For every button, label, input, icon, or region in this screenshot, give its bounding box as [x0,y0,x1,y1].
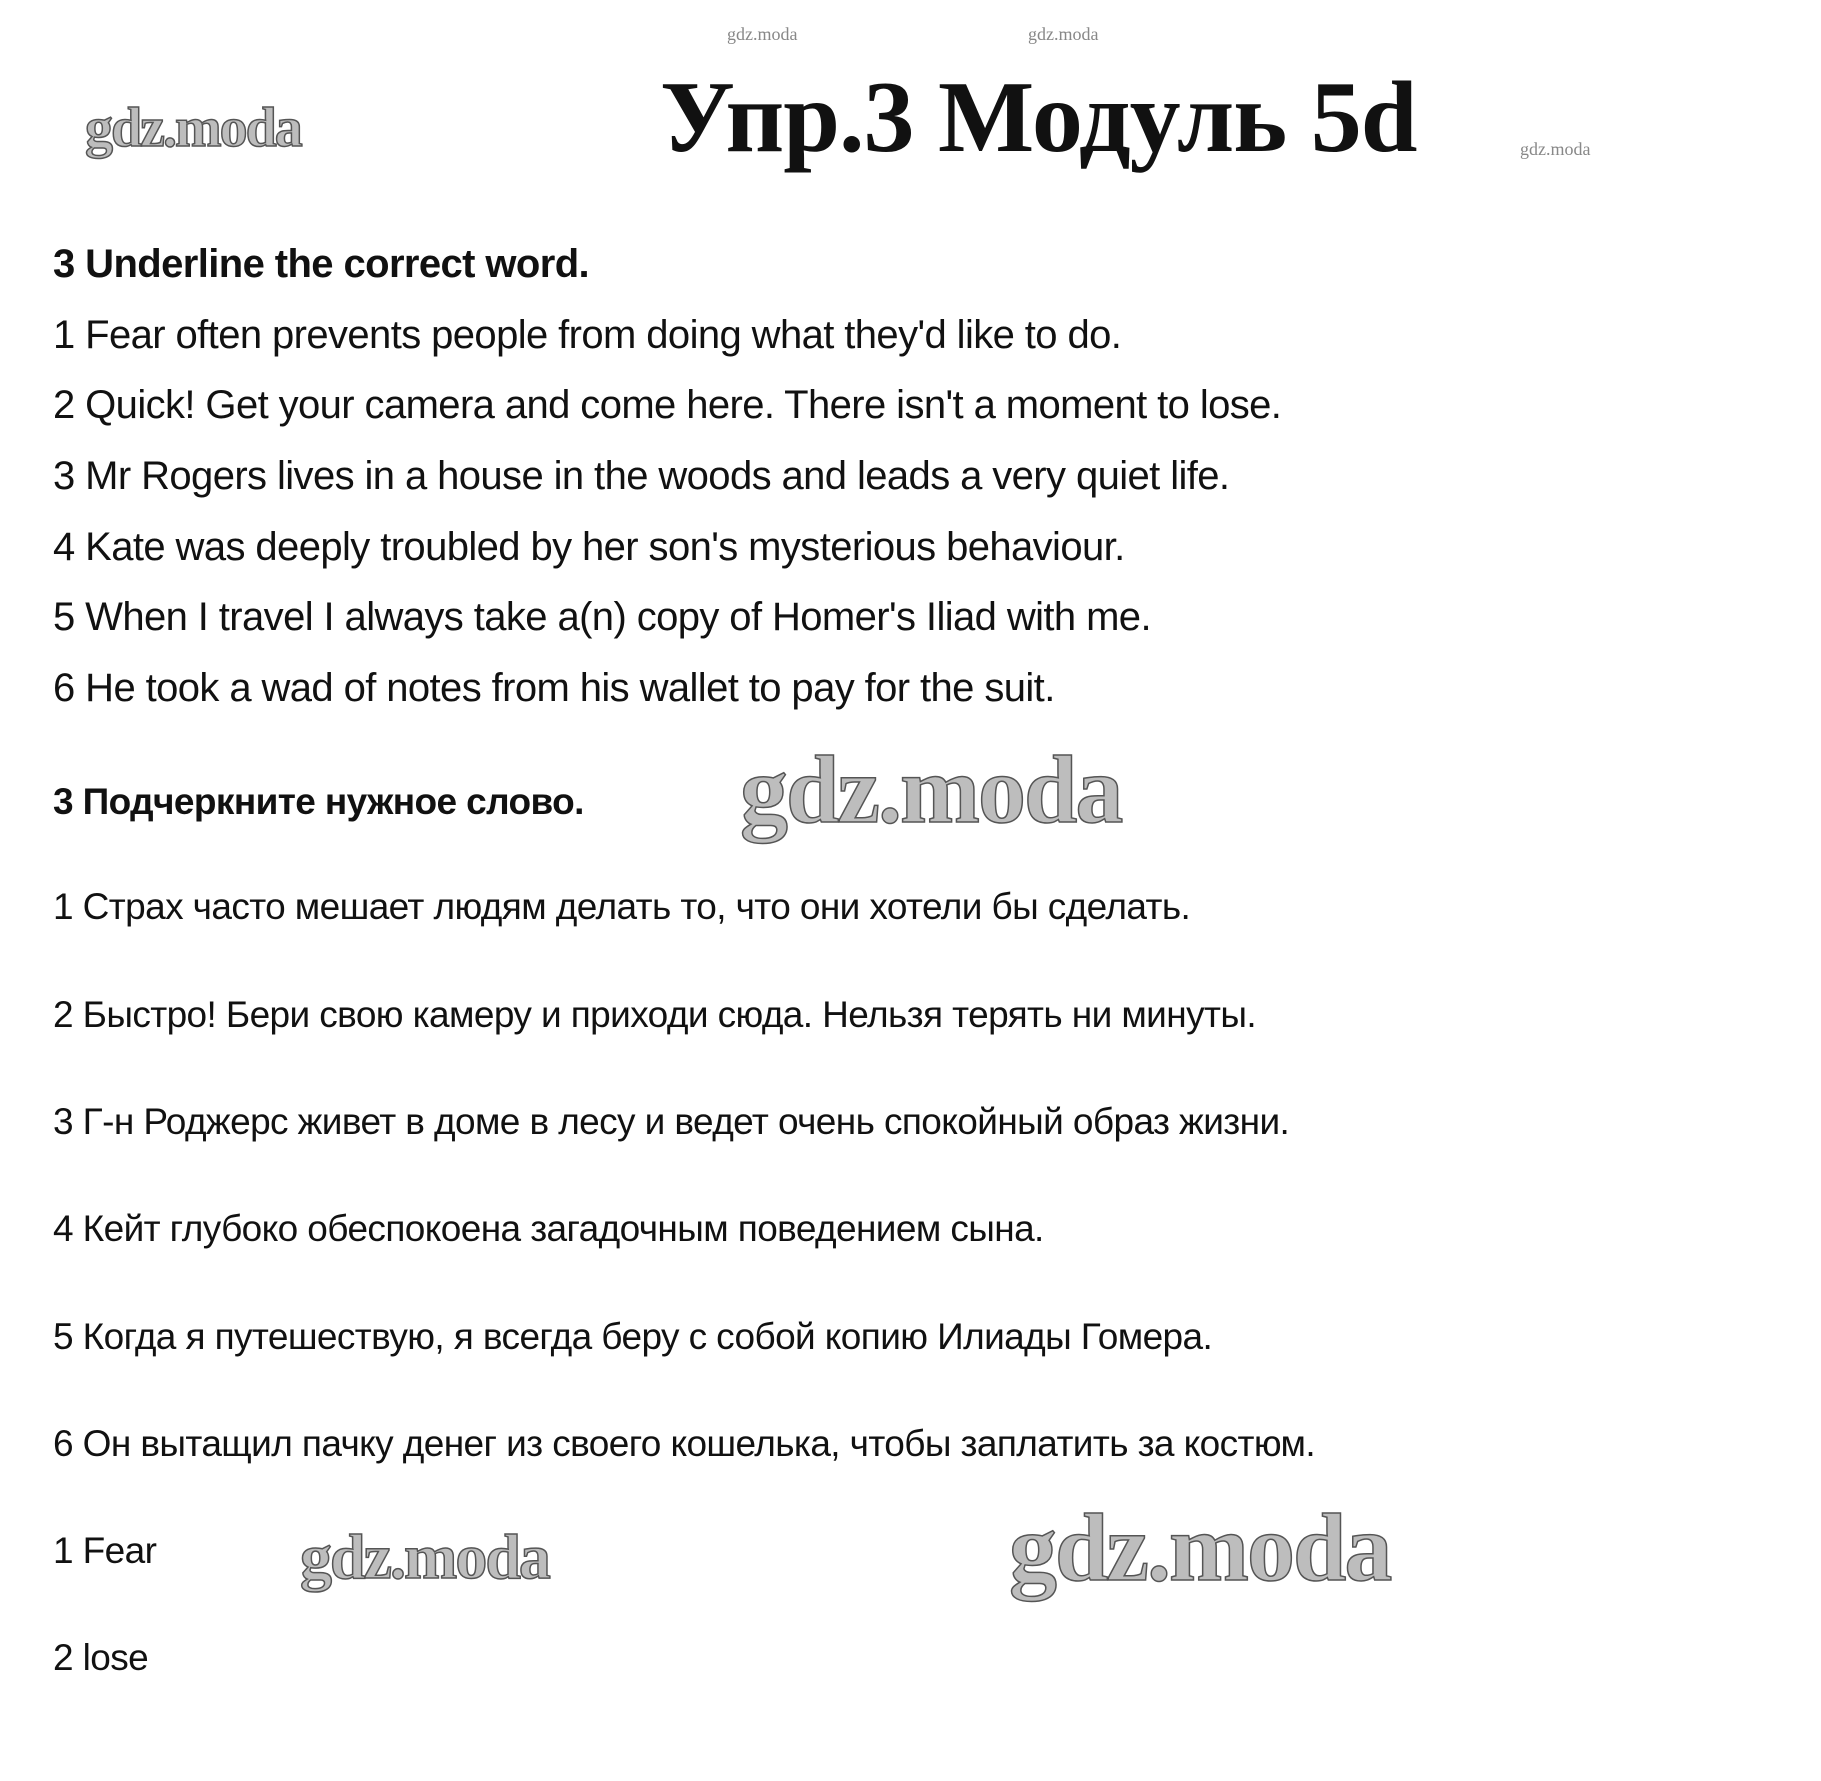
exercise-item: 6 He took a wad of notes from his wallet to pay for the suit. [53,666,1055,710]
answer-item: 1 Fear [53,1530,157,1571]
watermark-logo: gdz.moda [85,97,301,159]
watermark-logo: gdz.moda [740,736,1122,843]
translation-item: 2 Быстро! Бери свою камеру и приходи сюда. Нельзя терять ни минуты. [53,994,1257,1035]
watermark-logo: gdz.moda [300,1521,549,1592]
answer-item: 2 lose [53,1637,149,1678]
exercise-item: 5 When I travel I always take a(n) copy of Homer's Iliad with me. [53,595,1151,639]
exercise-item: 3 Mr Rogers lives in a house in the woods and leads a very quiet life. [53,454,1230,498]
exercise-heading-ru: 3 Подчеркните нужное слово. [53,781,584,822]
translation-item: 3 Г-н Роджерс живет в доме в лесу и ведет очень спокойный образ жизни. [53,1101,1290,1142]
watermark-logo: gdz.moda [1028,24,1099,44]
translation-item: 6 Он вытащил пачку денег из своего кошелька, чтобы заплатить за костюм. [53,1423,1316,1464]
exercise-item: 2 Quick! Get your camera and come here. There isn't a moment to lose. [53,383,1282,427]
exercise-item: 4 Kate was deeply troubled by her son's mysterious behaviour. [53,525,1125,569]
translation-item: 4 Кейт глубоко обеспокоена загадочным поведением сына. [53,1208,1044,1249]
watermark-logo: gdz.moda [727,24,798,44]
exercise-item: 1 Fear often prevents people from doing what they'd like to do. [53,313,1122,357]
watermark-logo: gdz.moda [1009,1494,1391,1601]
watermark-logo: gdz.moda [1520,139,1591,159]
translation-item: 1 Страх часто мешает людям делать то, что они хотели бы сделать. [53,886,1191,927]
translation-item: 5 Когда я путешествую, я всегда беру с собой копию Илиады Гомера. [53,1316,1213,1357]
exercise-heading-en: 3 Underline the correct word. [53,242,590,286]
page-title: Упр.3 Модуль 5d [660,61,1417,174]
